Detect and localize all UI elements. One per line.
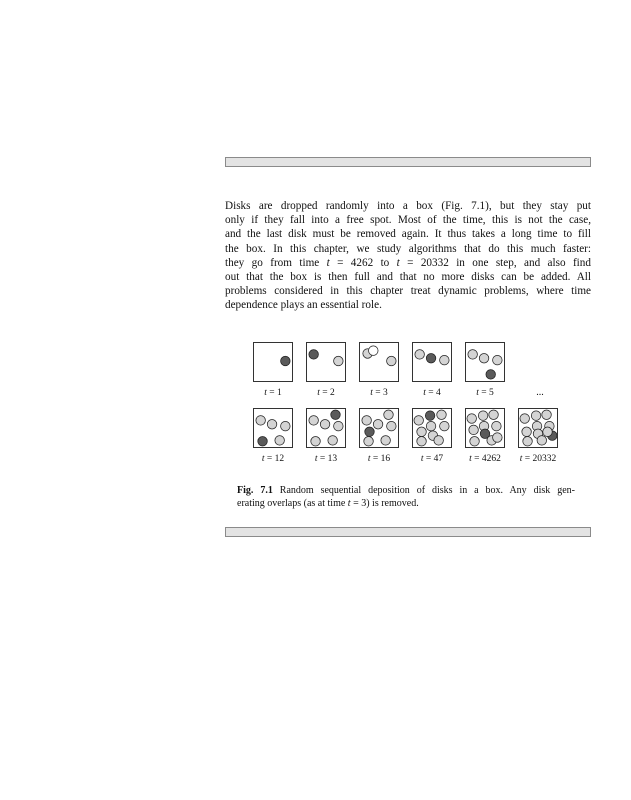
disk bbox=[479, 353, 489, 363]
disk bbox=[493, 355, 503, 365]
disk-configuration bbox=[307, 343, 345, 381]
figure-panel bbox=[412, 342, 452, 382]
figure-caption: Fig. 7.1 Random sequential deposition of disks in a box. Any disk gen- erating overlaps (as at time t = 3) is removed. bbox=[237, 485, 575, 509]
disk-configuration bbox=[466, 409, 504, 447]
figure-panel bbox=[465, 342, 505, 382]
disk bbox=[543, 427, 553, 437]
disk bbox=[470, 437, 480, 447]
disk-configuration bbox=[413, 343, 451, 381]
figure-panel bbox=[465, 408, 505, 448]
disk bbox=[434, 436, 444, 446]
body-line: problems considered in this chapter treat dynamic problems, where time bbox=[225, 285, 591, 298]
last-disk bbox=[425, 411, 435, 421]
figure-panel bbox=[306, 408, 346, 448]
panel-time-label: t = 3 bbox=[370, 388, 388, 398]
disk bbox=[387, 421, 397, 431]
disk-configuration bbox=[307, 409, 345, 447]
figure-panel bbox=[253, 342, 293, 382]
disk bbox=[426, 421, 436, 431]
disk bbox=[311, 437, 321, 447]
disk bbox=[334, 356, 344, 366]
figure-panel bbox=[518, 408, 558, 448]
disk-configuration bbox=[360, 343, 398, 381]
figure-panel bbox=[359, 408, 399, 448]
last-disk bbox=[486, 370, 496, 380]
figure-panel bbox=[412, 408, 452, 448]
disk bbox=[387, 356, 397, 366]
disk bbox=[415, 350, 425, 360]
panel-time-label: t = 2 bbox=[317, 388, 335, 398]
disk bbox=[309, 416, 319, 426]
panel-time-label: t = 13 bbox=[314, 454, 338, 464]
disk bbox=[417, 437, 427, 447]
body-line-with-math: they go from time t = 4262 to t = 20332 in one step, and also find bbox=[225, 256, 591, 269]
disk bbox=[256, 416, 266, 426]
disk bbox=[542, 410, 552, 420]
disk bbox=[537, 436, 547, 446]
disk bbox=[531, 411, 541, 421]
disk bbox=[328, 436, 338, 446]
body-paragraph bbox=[225, 199, 591, 313]
disk-configuration bbox=[519, 409, 557, 447]
last-disk bbox=[365, 427, 375, 437]
disk bbox=[320, 419, 330, 429]
panel-time-label: t = 1 bbox=[264, 388, 282, 398]
body-line: the box. In this chapter, we study algorithms that do this much faster: bbox=[225, 242, 591, 255]
disk bbox=[437, 410, 447, 420]
panel-time-label: t = 16 bbox=[367, 454, 391, 464]
disk bbox=[414, 416, 424, 426]
last-disk bbox=[309, 350, 319, 360]
body-line: out that the box is then full and that no more disks can be added. All bbox=[225, 271, 591, 284]
page-header-rule bbox=[225, 157, 591, 167]
disk bbox=[478, 411, 488, 421]
body-line: only if they fall into a free spot. Most of the time, this is not the case, bbox=[225, 214, 591, 227]
disk bbox=[493, 433, 503, 443]
disk bbox=[384, 410, 394, 420]
disk bbox=[523, 437, 533, 447]
disk bbox=[492, 421, 502, 431]
disk-configuration bbox=[254, 409, 292, 447]
disk bbox=[467, 414, 477, 424]
panel-time-label: t = 20332 bbox=[519, 454, 557, 464]
disk bbox=[469, 425, 479, 435]
last-disk bbox=[426, 353, 436, 363]
page-footer-rule bbox=[225, 527, 591, 537]
disk bbox=[440, 421, 450, 431]
panel-time-label: t = 4262 bbox=[469, 454, 501, 464]
disk-configuration bbox=[413, 409, 451, 447]
figure-panel bbox=[253, 408, 293, 448]
disk bbox=[364, 437, 374, 447]
disk bbox=[489, 410, 499, 420]
panel-time-label: t = 12 bbox=[261, 454, 285, 464]
body-line: dependence plays an essential role. bbox=[225, 299, 382, 312]
disk bbox=[468, 350, 478, 360]
panel-time-label: t = 5 bbox=[476, 388, 494, 398]
disk bbox=[267, 419, 277, 429]
disk bbox=[440, 355, 450, 365]
disk bbox=[281, 421, 291, 431]
last-disk bbox=[331, 410, 341, 420]
panel-time-label: t = 4 bbox=[423, 388, 441, 398]
disk-configuration bbox=[254, 343, 292, 381]
last-disk bbox=[258, 437, 268, 447]
figure-panel bbox=[359, 342, 399, 382]
disk bbox=[417, 427, 427, 437]
disk bbox=[522, 427, 532, 437]
disk bbox=[520, 414, 530, 424]
last-disk bbox=[281, 356, 291, 366]
body-line: and the last disk must be removed again. It thus takes a long time to fill bbox=[225, 228, 591, 241]
disk-configuration bbox=[466, 343, 504, 381]
disk-configuration bbox=[360, 409, 398, 447]
disk bbox=[373, 419, 383, 429]
rejected-disk bbox=[369, 346, 379, 356]
disk bbox=[334, 421, 344, 431]
disk bbox=[275, 436, 285, 446]
caption-label: Fig. 7.1 bbox=[237, 485, 273, 496]
disk bbox=[381, 436, 391, 446]
figure-ellipsis: ... bbox=[536, 387, 544, 398]
figure-panel bbox=[306, 342, 346, 382]
disk bbox=[362, 416, 372, 426]
panel-time-label: t = 47 bbox=[420, 454, 444, 464]
body-line: Disks are dropped randomly into a box (Fig. 7.1), but they stay put bbox=[225, 200, 591, 212]
